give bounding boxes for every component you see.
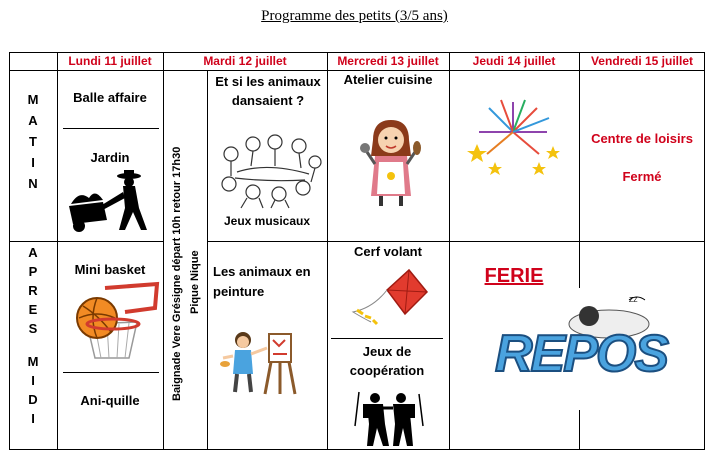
mercredi-pm-activity-2: Jeux de coopération	[349, 344, 425, 378]
cooking-girl-image	[359, 116, 423, 208]
day-header-lundi: Lundi 11 juillet	[68, 54, 152, 68]
day-header-jeudi: Jeudi 14 juillet	[472, 54, 556, 68]
mercredi-pm-activity-1: Cerf volant	[354, 244, 422, 259]
mardi-matin-title: Et si les animaux dansaient ?	[215, 74, 321, 108]
day-header-vendredi: Vendredi 15 juillet	[590, 54, 694, 68]
lundi-matin-activity-2: Jardin	[90, 150, 130, 165]
child-painting-image	[219, 328, 299, 398]
kite-image	[343, 268, 433, 334]
lundi-pm-activity-1: Mini basket	[74, 262, 146, 277]
day-header-mercredi: Mercredi 13 juillet	[337, 54, 439, 68]
fireworks-image	[465, 96, 561, 182]
schedule-table	[9, 52, 705, 450]
page-title: Programme des petits (3/5 ans)	[261, 8, 448, 24]
gardener-wheelbarrow-image	[67, 168, 157, 234]
vendredi-closed-line-1: Centre de loisirs	[591, 131, 693, 146]
hikers-silhouette-image	[349, 386, 429, 450]
lundi-pm-activity-2: Ani-quille	[80, 393, 140, 408]
jeudi-pm-ferie: FERIE	[484, 265, 544, 287]
basketball-hoop-image	[65, 282, 161, 362]
svg-text:ZZ: ZZ	[629, 297, 638, 304]
mardi-pm-activity: Les animaux en peinture	[213, 264, 311, 299]
mercredi-matin-activity: Atelier cuisine	[343, 72, 433, 87]
dancing-animals-image	[217, 132, 325, 210]
vendredi-closed-line-2: Fermé	[622, 169, 662, 184]
row-label-apres-midi: A P R E S M I D I	[27, 245, 39, 426]
lundi-matin-activity-1: Balle affaire	[73, 90, 147, 105]
row-label-matin: M A T I N	[27, 92, 39, 191]
day-header-mardi: Mardi 12 juillet	[203, 54, 287, 68]
repos-word: REPOS	[494, 325, 668, 383]
mardi-outing-text: Baignade Vere Grésigne départ 10h retour 17h30	[171, 146, 183, 401]
mardi-picnic-text: Pique Nique	[189, 250, 201, 314]
mardi-matin-caption: Jeux musicaux	[223, 214, 311, 228]
